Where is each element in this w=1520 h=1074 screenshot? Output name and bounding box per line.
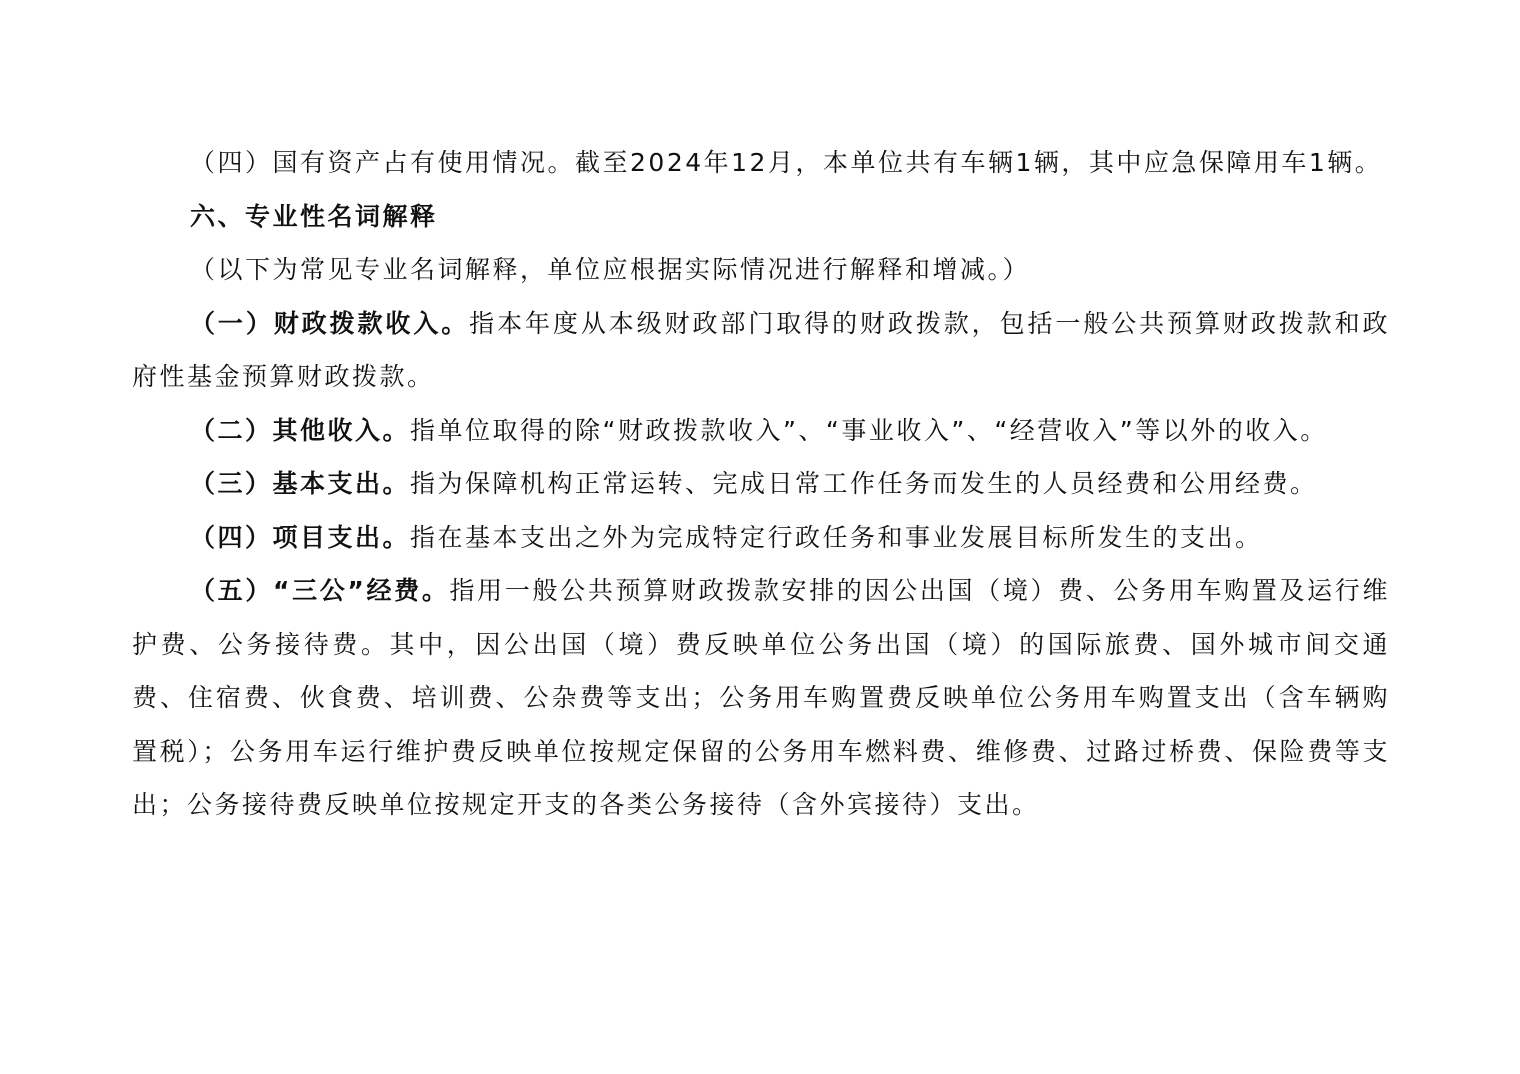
term-label: （五）“三公”经费。 [190, 576, 450, 605]
term-label: （二）其他收入。 [190, 415, 411, 445]
term-label: （一）财政拨款收入。 [190, 308, 470, 338]
term-label: （四）项目支出。 [190, 522, 411, 552]
term-definition: 指用一般公共预算财政拨款安排的因公出国（境）费、公务用车购置及运行维护费、公务接待费。其中，因公出国（境）费反映单位公务出国（境）的国际旅费、国外城市间交通费、住宿费、伙食费、培训费、公杂费等支出；公务用车购置费反映单位公务用车购置支出（含车辆购置税）；公务用车运行维护费反映单位按规定保留的公务用车燃料费、维修费、过路过桥费、保险费等支出；公务接待费反映单位按规定开支的各类公务接待（含外宾接待）支出。 [132, 576, 1390, 819]
term-definition: 指单位取得的除“财政拨款收入”、“事业收入”、“经营收入”等以外的收入。 [410, 415, 1328, 445]
term-definition: 指在基本支出之外为完成特定行政任务和事业发展目标所发生的支出。 [410, 522, 1263, 552]
asset-usage-paragraph [132, 136, 1390, 190]
term-paragraph [132, 404, 1390, 458]
asset-usage-lead: （四）国有资产占有使用情况。 [190, 148, 576, 177]
term-paragraph [132, 564, 1390, 832]
document-page [132, 136, 1390, 832]
term-paragraph [132, 297, 1390, 404]
term-paragraph [132, 511, 1390, 565]
term-label: （三）基本支出。 [190, 469, 411, 498]
term-definition: 指本年度从本级财政部门取得的财政拨款，包括一般公共预算财政拨款和政府性基金预算财政拨款。 [132, 308, 1390, 391]
asset-usage-text: 截至2024年12月，本单位共有车辆1辆，其中应急保障用车1辆。 [575, 148, 1383, 177]
term-paragraph [132, 457, 1390, 511]
section-note: （以下为常见专业名词解释，单位应根据实际情况进行解释和增减。） [190, 255, 1031, 284]
section-heading: 六、专业性名词解释 [190, 201, 438, 231]
term-definition: 指为保障机构正常运转、完成日常工作任务而发生的人员经费和公用经费。 [410, 469, 1318, 498]
